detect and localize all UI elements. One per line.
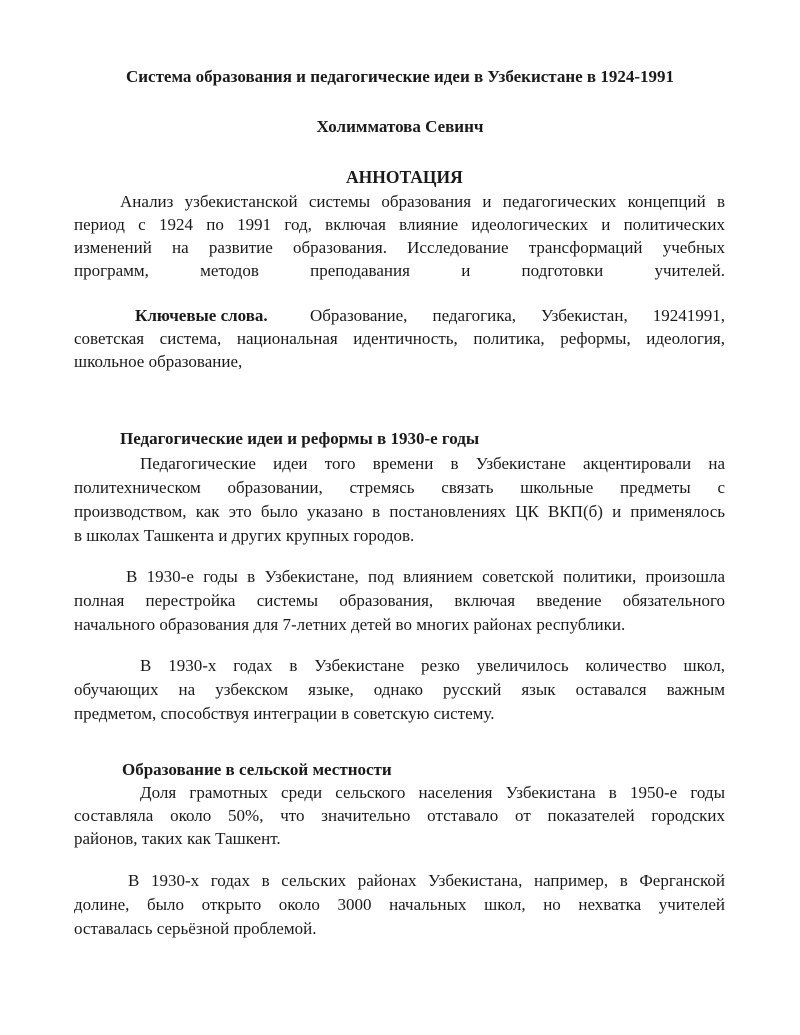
annotation-heading: АННОТАЦИЯ (346, 167, 463, 187)
keywords-line-1: Образование, педагогика, Узбекистан, 19241991, (310, 306, 725, 325)
section1-para1-line-1: Педагогические идеи того времени в Узбекистане акцентировали на (140, 454, 725, 473)
section2-para1-line-2: составляла около 50%, что значительно отставало от показателей городских (74, 806, 725, 825)
author-name: Холимматова Севинч (316, 117, 484, 136)
section1-para2-line-2: полная перестройка системы образования, включая введение обязательного (74, 591, 725, 610)
section1-para3-line-2: обучающих на узбекском языке, однако русский язык оставался важным (74, 680, 725, 699)
annotation-line-3: изменений на развитие образования. Исследование трансформаций учебных (74, 238, 725, 257)
section1-para1-line-2: политехническом образовании, стремясь связать школьные предметы с (74, 478, 725, 497)
document-title: Система образования и педагогические идеи в Узбекистане в 1924-1991 (125, 67, 675, 86)
keywords-line-3: школьное образование, (74, 352, 243, 371)
annotation-line-4: программ, методов преподавания и подготовки учителей. (74, 261, 725, 280)
section2-para1-line-1: Доля грамотных среди сельского населения Узбекистана в 1950-е годы (140, 783, 725, 802)
section1-para3-line-1: В 1930-х годах в Узбекистане резко увеличилось количество школ, (140, 656, 725, 675)
section1-para3-line-3: предметом, способствуя интеграции в советскую систему. (74, 704, 495, 723)
section2-para2-line-1: В 1930-х годах в сельских районах Узбекистана, например, в Ферганской (128, 871, 725, 890)
annotation-line-2: период с 1924 по 1991 год, включая влияние идеологических и политических (74, 215, 725, 234)
keywords-line-2: советская система, национальная идентичность, политика, реформы, идеология, (74, 329, 725, 348)
annotation-line-1: Анализ узбекистанской системы образования и педагогических концепций в (120, 192, 725, 211)
section1-para1-line-4: в школах Ташкента и других крупных городов. (74, 526, 415, 545)
section2-para2-line-3: оставалась серьёзной проблемой. (74, 919, 317, 938)
section-heading-rural: Образование в сельской местности (122, 760, 392, 779)
section-heading-1930s: Педагогические идеи и реформы в 1930-е годы (120, 429, 480, 448)
keywords-label: Ключевые слова. (135, 306, 268, 325)
section1-para2-line-1: В 1930-е годы в Узбекистане, под влиянием советской политики, произошла (126, 567, 725, 586)
section1-para2-line-3: начального образования для 7-летних детей во многих районах республики. (74, 615, 626, 634)
section2-para2-line-2: долине, было открыто около 3000 начальных школ, но нехватка учителей (74, 895, 725, 914)
section1-para1-line-3: производством, как это было указано в постановлениях ЦК ВКП(б) и применялось (74, 502, 725, 521)
section2-para1-line-3: районов, таких как Ташкент. (74, 829, 281, 848)
